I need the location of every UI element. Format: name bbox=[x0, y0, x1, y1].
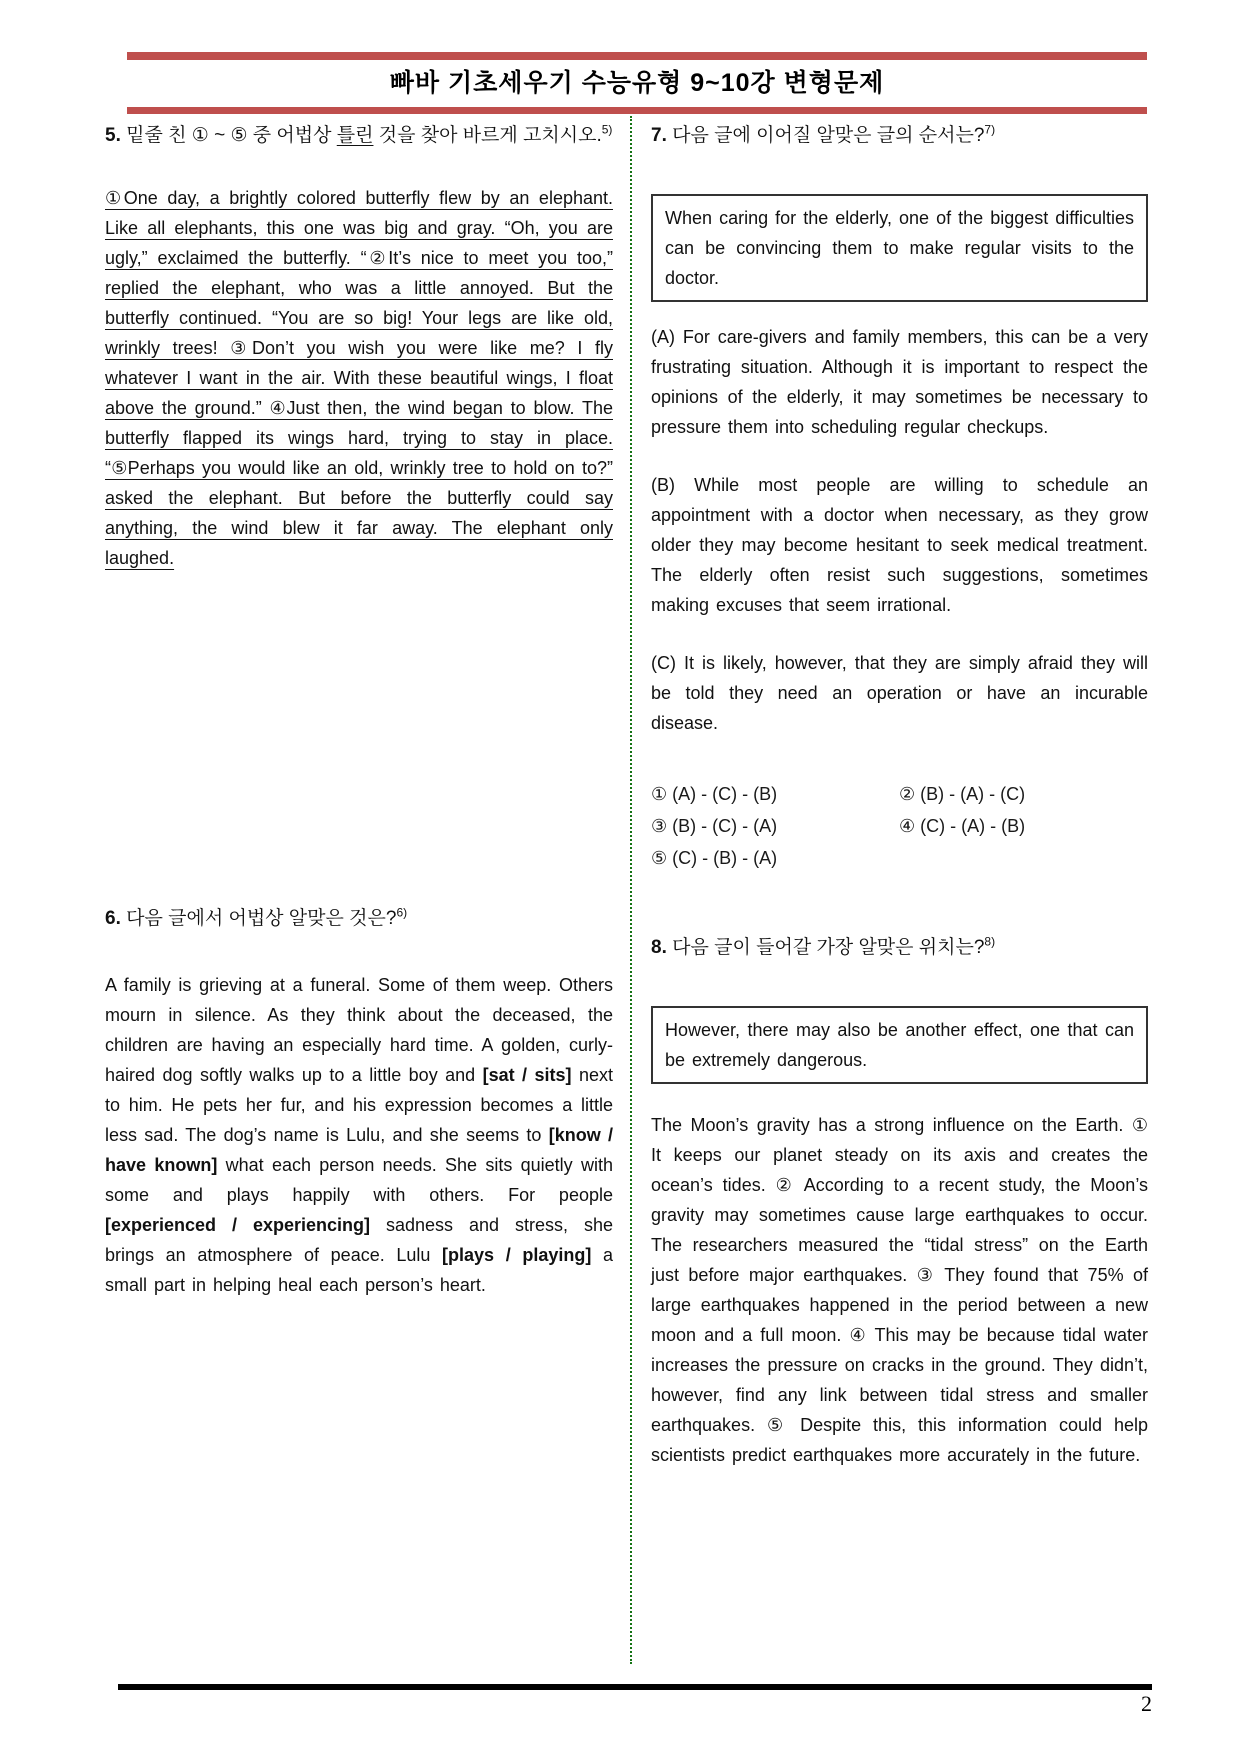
choice-row bbox=[651, 842, 1148, 874]
question-7-box: When caring for the elderly, one of the biggest difficulties can be convincing them to make regular visits to the doctor. bbox=[651, 194, 1148, 302]
question-5-footnote: 5) bbox=[601, 122, 613, 137]
choice-option-3: ③ (B) - (C) - (A) bbox=[651, 816, 778, 836]
question-8-text: 다음 글이 들어갈 가장 알맞은 위치는? bbox=[666, 937, 985, 958]
question-7-choices bbox=[651, 778, 1148, 874]
choice-option-4: ④ (C) - (A) - (B) bbox=[899, 816, 1026, 836]
question-5-number: 5. bbox=[105, 125, 121, 146]
question-5-text-before: 밑줄 친 ① ~ ⑤ 중 어법상 bbox=[120, 125, 337, 146]
page-number: 2 bbox=[1141, 1691, 1152, 1716]
question-8-prompt bbox=[651, 932, 1148, 963]
question-7-paragraph-a: (A) For care-givers and family members, this can be a very frustrating situation. Although it is important to respect the opinions of the elderly, it may sometimes be necessary to pressure them into scheduling regular checkups. bbox=[651, 327, 1148, 437]
choice-row bbox=[651, 810, 1148, 842]
question-8-footnote: 8) bbox=[984, 934, 996, 949]
right-column bbox=[651, 120, 1148, 1470]
question-7-text: 다음 글에 이어질 알맞은 글의 순서는? bbox=[666, 125, 985, 146]
question-8-box: However, there may also be another effect, one that can be extremely dangerous. bbox=[651, 1006, 1148, 1084]
question-7-footnote: 7) bbox=[984, 122, 996, 137]
footer-rule bbox=[118, 1684, 1152, 1690]
header-rule-bottom bbox=[127, 107, 1147, 114]
question-5-text-underlined: 틀린 bbox=[336, 125, 374, 146]
question-6-prompt bbox=[105, 903, 613, 934]
question-5-prompt bbox=[105, 120, 613, 151]
choice-option-5: ⑤ (C) - (B) - (A) bbox=[651, 848, 778, 868]
left-column bbox=[105, 120, 613, 1300]
question-6-footnote: 6) bbox=[396, 905, 408, 920]
question-8-passage: The Moon’s gravity has a strong influence on the Earth. ① It keeps our planet steady on its axis and creates the ocean’s tides. ② According to a recent study, the Moon’s gravity may sometimes cause large earthquakes to occur. The researchers measured the “tidal stress” on the Earth just before major earthquakes. ③ They found that 75% of large earthquakes happened in the period between a new moon and a full moon. ④ This may be because tidal water increases the pressure on cracks in the ground. They didn’t, however, find any link between tidal stress and smaller earthquakes. ⑤ Despite this, this information could help scientists predict earthquakes more accurately in the future. bbox=[651, 1115, 1148, 1465]
column-separator bbox=[630, 116, 632, 1664]
choice-row bbox=[651, 778, 1148, 810]
question-6-text: 다음 글에서 어법상 알맞은 것은? bbox=[120, 908, 397, 929]
choice-option-2: ② (B) - (A) - (C) bbox=[899, 784, 1026, 804]
question-5-passage: ①One day, a brightly colored butterfly flew by an elephant. Like all elephants, this one was big and gray. “Oh, you are ugly,” exclaimed the butterfly. “②It’s nice to meet you too,” replied the elephant, who was a little annoyed. But the butterfly continued. “You are so big! Your legs are like old, wrinkly trees! ③Don’t you wish you were like me? I fly whatever I want in the air. With these beautiful wings, I float above the ground.” ④Just then, the wind began to blow. The butterfly flapped its wings hard, trying to stay in place. “⑤Perhaps you would like an old, wrinkly tree to hold on to?” asked the elephant. But before the butterfly could say anything, the wind blew it far away. The elephant only laughed. bbox=[105, 188, 613, 568]
question-8-number: 8. bbox=[651, 937, 667, 958]
question-5-text-after: 것을 찾아 바르게 고치시오. bbox=[373, 125, 602, 146]
header-rule-top bbox=[127, 52, 1147, 60]
question-7-number: 7. bbox=[651, 125, 667, 146]
question-7-paragraph-b: (B) While most people are willing to schedule an appointment with a doctor when necessary, as they grow older they may become hesitant to seek medical treatment. The elderly often resist such suggestions, sometimes making excuses that seem irrational. bbox=[651, 475, 1148, 615]
page-title: 빠바 기초세우기 수능유형 9~10강 변형문제 bbox=[389, 69, 885, 97]
choice-option-1: ① (A) - (C) - (B) bbox=[651, 784, 778, 804]
question-6-passage: A family is grieving at a funeral. Some of them weep. Others mourn in silence. As they think about the deceased, the children are having an especially hard time. A golden, curly-haired dog softly walks up to a little boy and [sat / sits] next to him. He pets her fur, and his expression becomes a little less sad. The dog’s name is Lulu, and she seems to [know / have known] what each person needs. She sits quietly with some and plays happily with others. For people [experienced / experiencing] sadness and stress, she brings an atmosphere of peace. Lulu [plays / playing] a small part in helping heal each person’s heart. bbox=[105, 975, 614, 1295]
question-6-number: 6. bbox=[105, 908, 121, 929]
question-7-paragraph-c: (C) It is likely, however, that they are simply afraid they will be told they need an operation or have an incurable disease. bbox=[651, 653, 1148, 733]
question-7-prompt bbox=[651, 120, 1148, 151]
